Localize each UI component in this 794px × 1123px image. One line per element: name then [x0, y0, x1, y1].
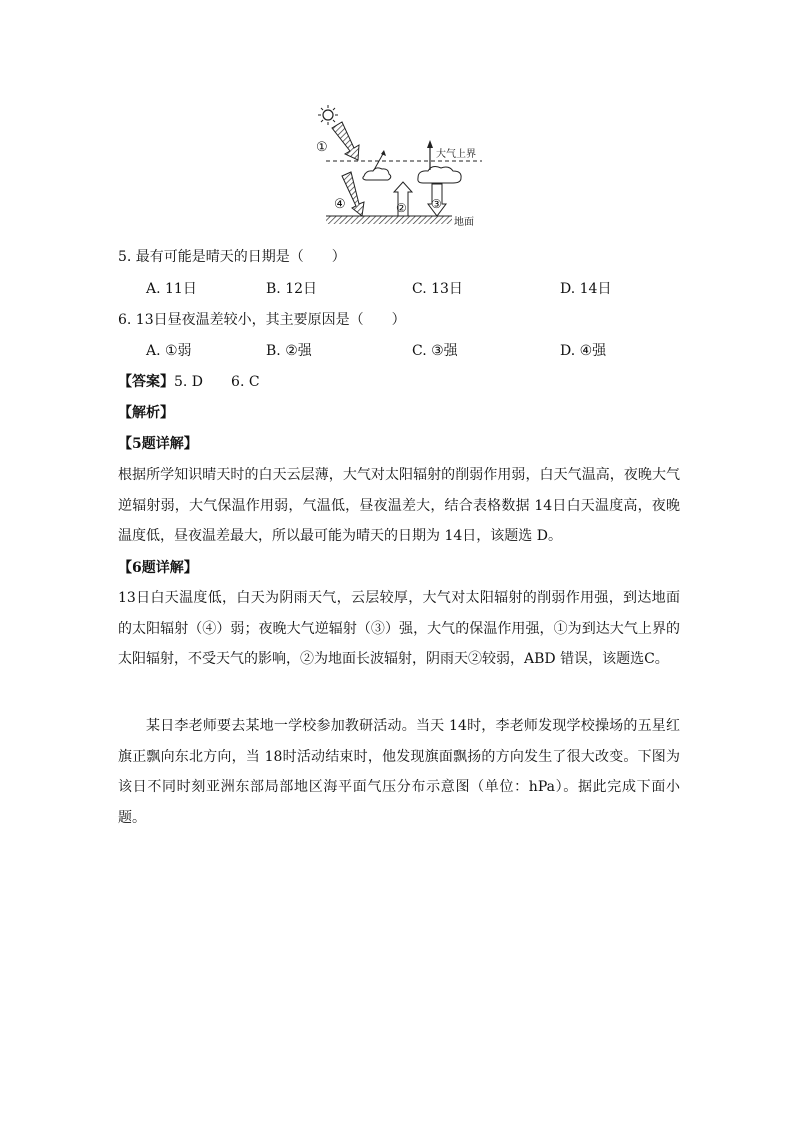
question-6-stem: 6. 13日昼夜温差较小，其主要原因是（ ）: [118, 312, 406, 328]
next-question-intro: 某日李老师要去某地一学校参加教研活动。当天 14时，李老师发现学校操场的五星红旗正飘向东北方向，当 18时活动结束时，他发现旗面飘扬的方向发生了很大改变。下图为该日不同时刻亚洲东部局部地区海平面气压分布示意图（单位：hPa）。据此完成下面小题。: [118, 718, 680, 826]
marker-4: ④: [334, 197, 346, 212]
q6-option-b: B. ②强: [266, 343, 312, 359]
arrow-1-incoming-radiation: [332, 122, 359, 160]
answer-text: 5. D 6. C: [174, 374, 260, 390]
q5-option-c: C. 13日: [412, 281, 463, 297]
detail-5-label: 【5题详解】: [118, 436, 198, 452]
q5-option-a: A. 11日: [146, 281, 197, 297]
detail-6-label: 【6题详解】: [118, 560, 198, 576]
arrow-up-to-space: [427, 140, 433, 170]
q5-option-d: D. 14日: [560, 281, 612, 297]
detail-6-text: 13日白天温度低，白天为阴雨天气，云层较厚，大气对太阳辐射的削弱作用强，到达地面的太阳辐射（④）弱；夜晚大气逆辐射（③）强，大气的保温作用强，①为到达大气上界的太阳辐射，不受天气的影响，②为地面长波辐射，阴雨天②较弱，ABD 错误，该题选C。: [118, 590, 680, 667]
answer-label: 【答案】: [118, 374, 174, 390]
q5-option-b: B. 12日: [266, 281, 318, 297]
sun-icon: [318, 105, 338, 125]
marker-1: ①: [316, 140, 328, 155]
marker-3: ③: [431, 197, 442, 211]
question-5-stem: 5. 最有可能是晴天的日期是（ ）: [118, 249, 346, 265]
cloud-large-icon: [418, 167, 461, 183]
ground-surface: [326, 216, 452, 224]
label-atmosphere-top: 大气上界: [436, 149, 476, 160]
marker-2: ②: [396, 201, 407, 215]
answer-line: [118, 372, 260, 392]
detail-5-text: 根据所学知识晴天时的白天云层薄，大气对太阳辐射的削弱作用弱，白天气温高，夜晚大气逆辐射弱，大气保温作用弱，气温低，昼夜温差大，结合表格数据 14日白天温度高，夜晚温度低，昼夜温差最大，所以最可能为晴天的日期为 14日，该题选 D。: [118, 467, 680, 544]
cloud-small-icon: [363, 150, 391, 180]
radiation-diagram-svg: [312, 104, 492, 228]
q6-option-d: D. ④强: [560, 343, 607, 359]
q6-option-a: A. ①弱: [146, 343, 192, 359]
label-ground: 地面: [454, 217, 474, 228]
q6-option-c: C. ③强: [412, 343, 458, 359]
analysis-label: 【解析】: [118, 405, 174, 421]
radiation-diagram: [312, 104, 492, 228]
